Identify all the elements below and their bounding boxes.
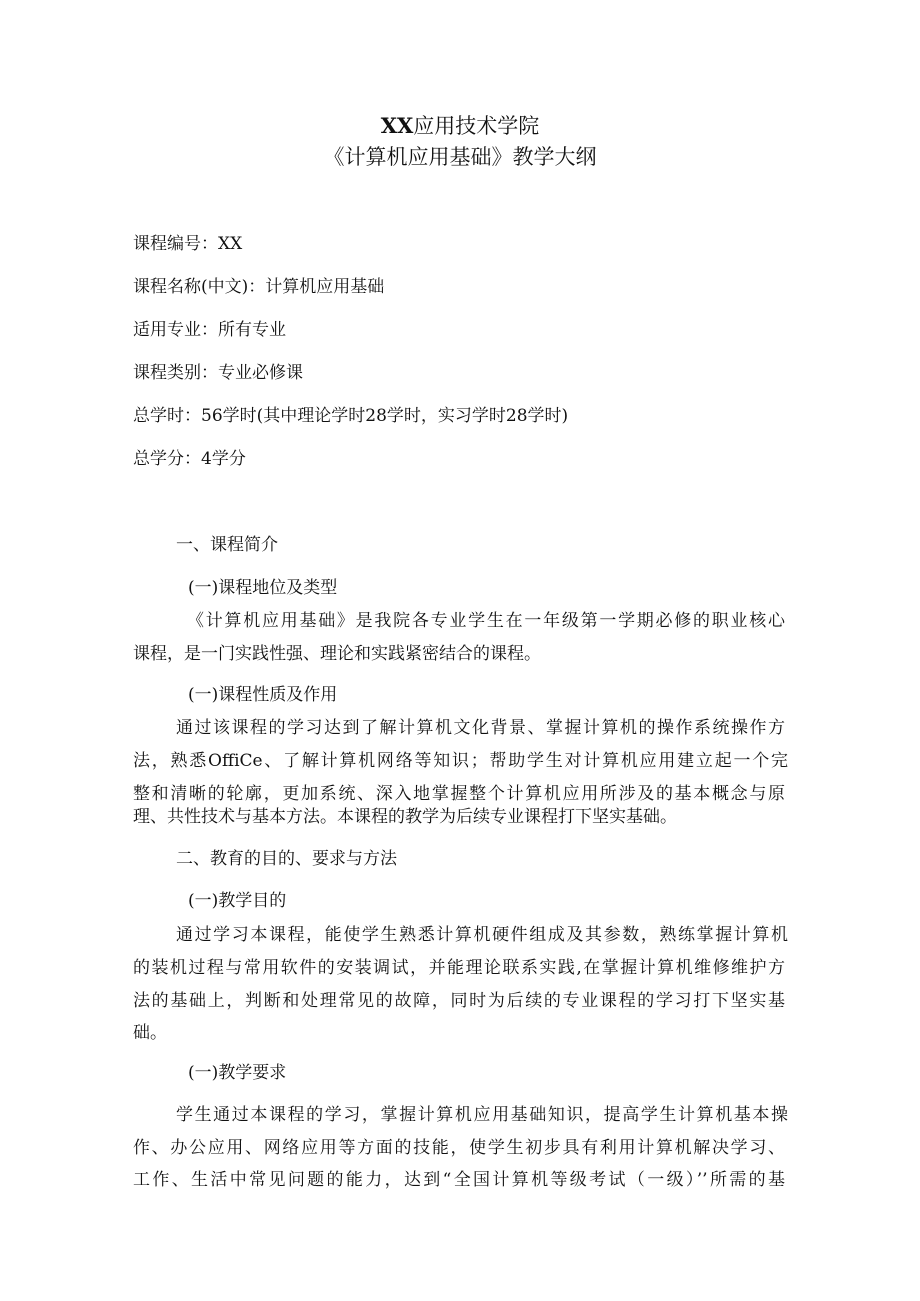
- paragraph-line: 法的基础上，判断和处理常见的故障，同时为后续的专业课程的学习打下坚实基: [133, 991, 785, 1011]
- paragraph-line: 理、共性技术与基本方法。本课程的教学为后续专业课程打下坚实基础。: [133, 807, 677, 827]
- section-heading: 二、教育的目的、要求与方法: [176, 849, 397, 869]
- paragraph-line: 的装机过程与常用软件的安装调试，并能理论联系实践,在掌握计算机维修维护方: [133, 958, 785, 978]
- school-title: [0, 112, 920, 140]
- paragraph-line: 通过该课程的学习达到了解计算机文化背景、掌握计算机的操作系统操作方: [176, 718, 785, 738]
- applicable-major: 适用专业：所有专业: [133, 320, 286, 340]
- subsection-heading: (一)教学要求: [188, 1063, 287, 1083]
- outline-title: 《计算机应用基础》教学大纲: [323, 145, 597, 169]
- course-name: 课程名称(中文)：计算机应用基础: [133, 277, 385, 297]
- paragraph-line: 通过学习本课程，能使学生熟悉计算机硬件组成及其参数，熟练掌握计算机: [176, 925, 788, 945]
- paragraph-line: 《计算机应用基础》是我院各专业学生在一年级第一学期必修的职业核心: [187, 611, 785, 631]
- total-hours: 总学时：56学时(其中理论学时28学时，实习学时28学时): [133, 406, 569, 426]
- paragraph-line: 作、办公应用、网络应用等方面的技能，使学生初步具有利用计算机解决学习、: [133, 1138, 785, 1158]
- section-heading: 一、课程简介: [176, 535, 278, 555]
- course-code: 课程编号：XX: [133, 234, 243, 254]
- total-credits: 总学分：4学分: [133, 449, 246, 469]
- paragraph-line: 法，熟悉OffiCe、了解计算机网络等知识；帮助学生对计算机应用建立起一个完: [133, 751, 788, 771]
- course-category: 课程类别：专业必修课: [133, 363, 303, 383]
- subsection-heading: (一)课程性质及作用: [188, 685, 338, 705]
- school-prefix: XX: [380, 113, 414, 138]
- school-name: 应用技术学院: [413, 114, 540, 138]
- paragraph-line: 课程，是一门实践性强、理论和实践紧密结合的课程。: [133, 644, 541, 664]
- subsection-heading: (一)课程地位及类型: [188, 578, 338, 598]
- paragraph-line: 础。: [133, 1023, 167, 1043]
- paragraph-line: 工作、生活中常见问题的能力，达到“全国计算机等级考试（一级）’’所需的基: [133, 1170, 785, 1190]
- subsection-heading: (一)教学目的: [188, 891, 287, 911]
- paragraph-line: 学生通过本课程的学习，掌握计算机应用基础知识，提高学生计算机基本操: [176, 1105, 788, 1125]
- paragraph-line: 整和清晰的轮廓，更加系统、深入地掌握整个计算机应用所涉及的基本概念与原: [133, 784, 785, 804]
